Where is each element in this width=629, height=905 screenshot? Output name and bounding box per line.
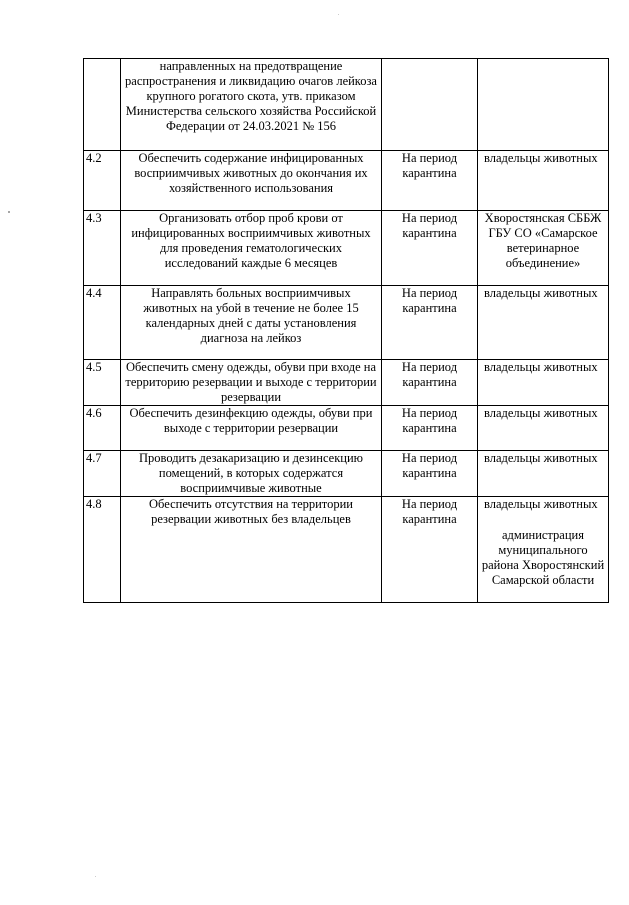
action-text: направленных на предотвращение распространения и ликвидацию очагов лейкоза крупного рогатого скота, утв. приказом Министерства сельского хозяйства Российской Федерации от 24.03.2021 № 156 [121,59,382,151]
row-number: 4.7 [84,451,121,497]
row-number: 4.8 [84,497,121,603]
table-row [84,211,609,286]
term-text: На период карантина [382,211,478,286]
term-text: На период карантина [382,286,478,360]
table-row [84,406,609,451]
term-text [382,59,478,151]
action-text: Направлять больных восприимчивых животных на убой в течение не более 15 календарных дней с даты установления диагноза на лейкоз [121,286,382,360]
action-text: Обеспечить отсутствия на территории резервации животных без владельцев [121,497,382,603]
row-number: 4.4 [84,286,121,360]
row-number: 4.3 [84,211,121,286]
responsible-text: владельцы животных [478,286,609,360]
row-number: 4.5 [84,360,121,406]
table-row [84,360,609,406]
action-text: Обеспечить дезинфекцию одежды, обуви при выходе с территории резервации [121,406,382,451]
responsible-extra-text: администрация муниципального района Хворостянский Самарской области [481,528,605,587]
responsible-text [478,59,609,151]
scan-speck [8,211,10,213]
responsible-text: Хворостянская СББЖ ГБУ СО «Самарское ветеринарное объединение» [478,211,609,286]
term-text: На период карантина [382,451,478,497]
term-text: На период карантина [382,406,478,451]
responsible-text: владельцы животных [478,406,609,451]
responsible-text: владельцы животных [478,451,609,497]
responsible-text: владельцы животных [478,151,609,211]
responsible-cell [478,497,609,603]
term-text: На период карантина [382,360,478,406]
term-text: На период карантина [382,151,478,211]
table-row [84,151,609,211]
row-number: 4.6 [84,406,121,451]
responsible-text: владельцы животных [478,360,609,406]
term-text: На период карантина [382,497,478,603]
table-row [84,59,609,151]
responsible-text: владельцы животных [484,497,598,511]
action-text: Организовать отбор проб крови от инфицированных восприимчивых животных для проведения гематологических исследований каждые 6 месяцев [121,211,382,286]
cell-spacer [480,512,606,528]
action-text: Проводить дезакаризацию и дезинсекцию помещений, в которых содержатся восприимчивые животные [121,451,382,497]
table-row [84,497,609,603]
table-row [84,451,609,497]
scan-speck [95,876,96,877]
action-text: Обеспечить смену одежды, обуви при входе на территорию резервации и выходе с территории резервации [121,360,382,406]
action-text: Обеспечить содержание инфицированных восприимчивых животных до окончания их хозяйственного использования [121,151,382,211]
table-row [84,286,609,360]
row-number [84,59,121,151]
scan-speck [338,14,339,15]
measures-table [83,58,609,603]
row-number: 4.2 [84,151,121,211]
